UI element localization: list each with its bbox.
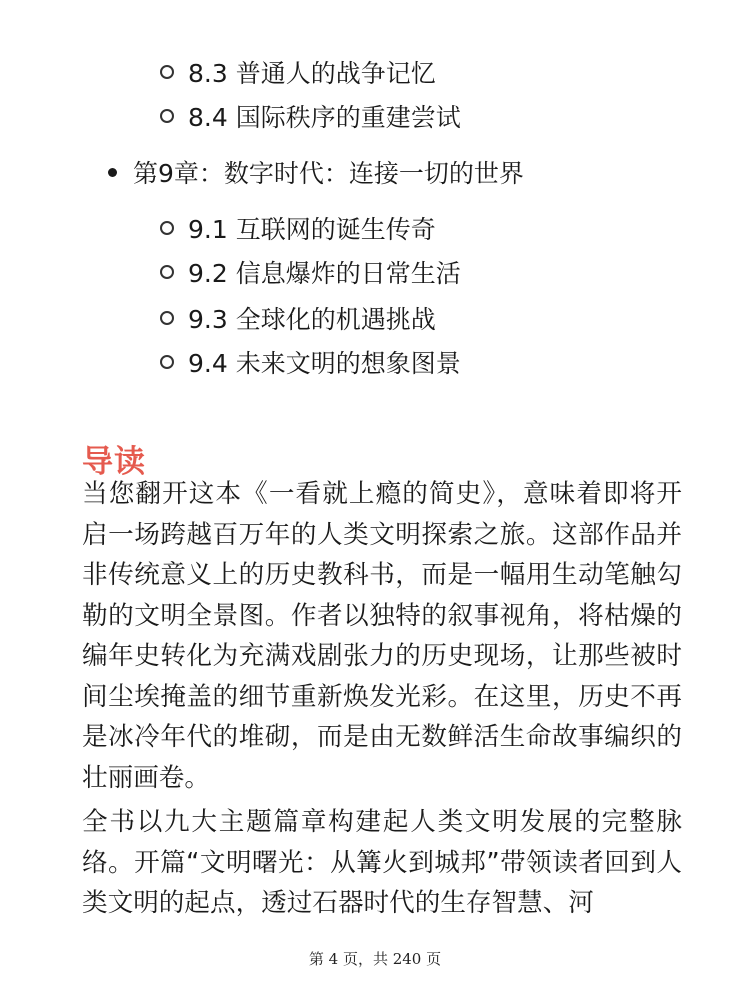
toc-subitem-label: 8.3 普通人的战争记忆	[188, 59, 436, 88]
body-paragraph: 全书以九大主题篇章构建起人类文明发展的完整脉络。开篇“文明曙光：从篝火到城邦”带领读者回到人类文明的起点，透过石器时代的生存智慧、河	[82, 807, 682, 918]
circle-bullet-icon	[160, 311, 174, 325]
toc-subitem[interactable]	[160, 94, 461, 138]
toc-subitem[interactable]	[160, 206, 436, 250]
toc-subitem-label: 9.1 互联网的诞生传奇	[188, 215, 436, 244]
toc-chapter-label: 第9章：数字时代：连接一切的世界	[133, 159, 524, 188]
toc-subitem-label: 9.2 信息爆炸的日常生活	[188, 259, 461, 288]
disc-bullet-icon	[108, 168, 117, 177]
toc-subitem-label: 8.4 国际秩序的重建尝试	[188, 103, 461, 132]
section-heading: 导读	[82, 443, 146, 480]
toc-chapter-item[interactable]	[108, 150, 524, 194]
circle-bullet-icon	[160, 109, 174, 123]
circle-bullet-icon	[160, 221, 174, 235]
toc-subitem[interactable]	[160, 340, 461, 384]
toc-subitem[interactable]	[160, 50, 436, 94]
toc-subitem[interactable]	[160, 296, 436, 340]
toc-subitem-label: 9.4 未来文明的想象图景	[188, 349, 461, 378]
page-number-footer: 第 4 页，共 240 页	[308, 950, 442, 968]
toc-subitem[interactable]	[160, 250, 461, 294]
circle-bullet-icon	[160, 65, 174, 79]
body-paragraph: 当您翻开这本《一看就上瘾的简史》，意味着即将开启一场跨越百万年的人类文明探索之旅。这部作品并非传统意义上的历史教科书，而是一幅用生动笔触勾勒的文明全景图。作者以独特的叙事视角，将枯燥的编年史转化为充满戏剧张力的历史现场，让那些被时间尘埃掩盖的细节重新焕发光彩。在这里，历史不再是冰冷年代的堆砌，而是由无数鲜活生命故事编织的壮丽画卷。	[82, 479, 682, 793]
toc-subitem-label: 9.3 全球化的机遇挑战	[188, 305, 436, 334]
circle-bullet-icon	[160, 355, 174, 369]
circle-bullet-icon	[160, 265, 174, 279]
